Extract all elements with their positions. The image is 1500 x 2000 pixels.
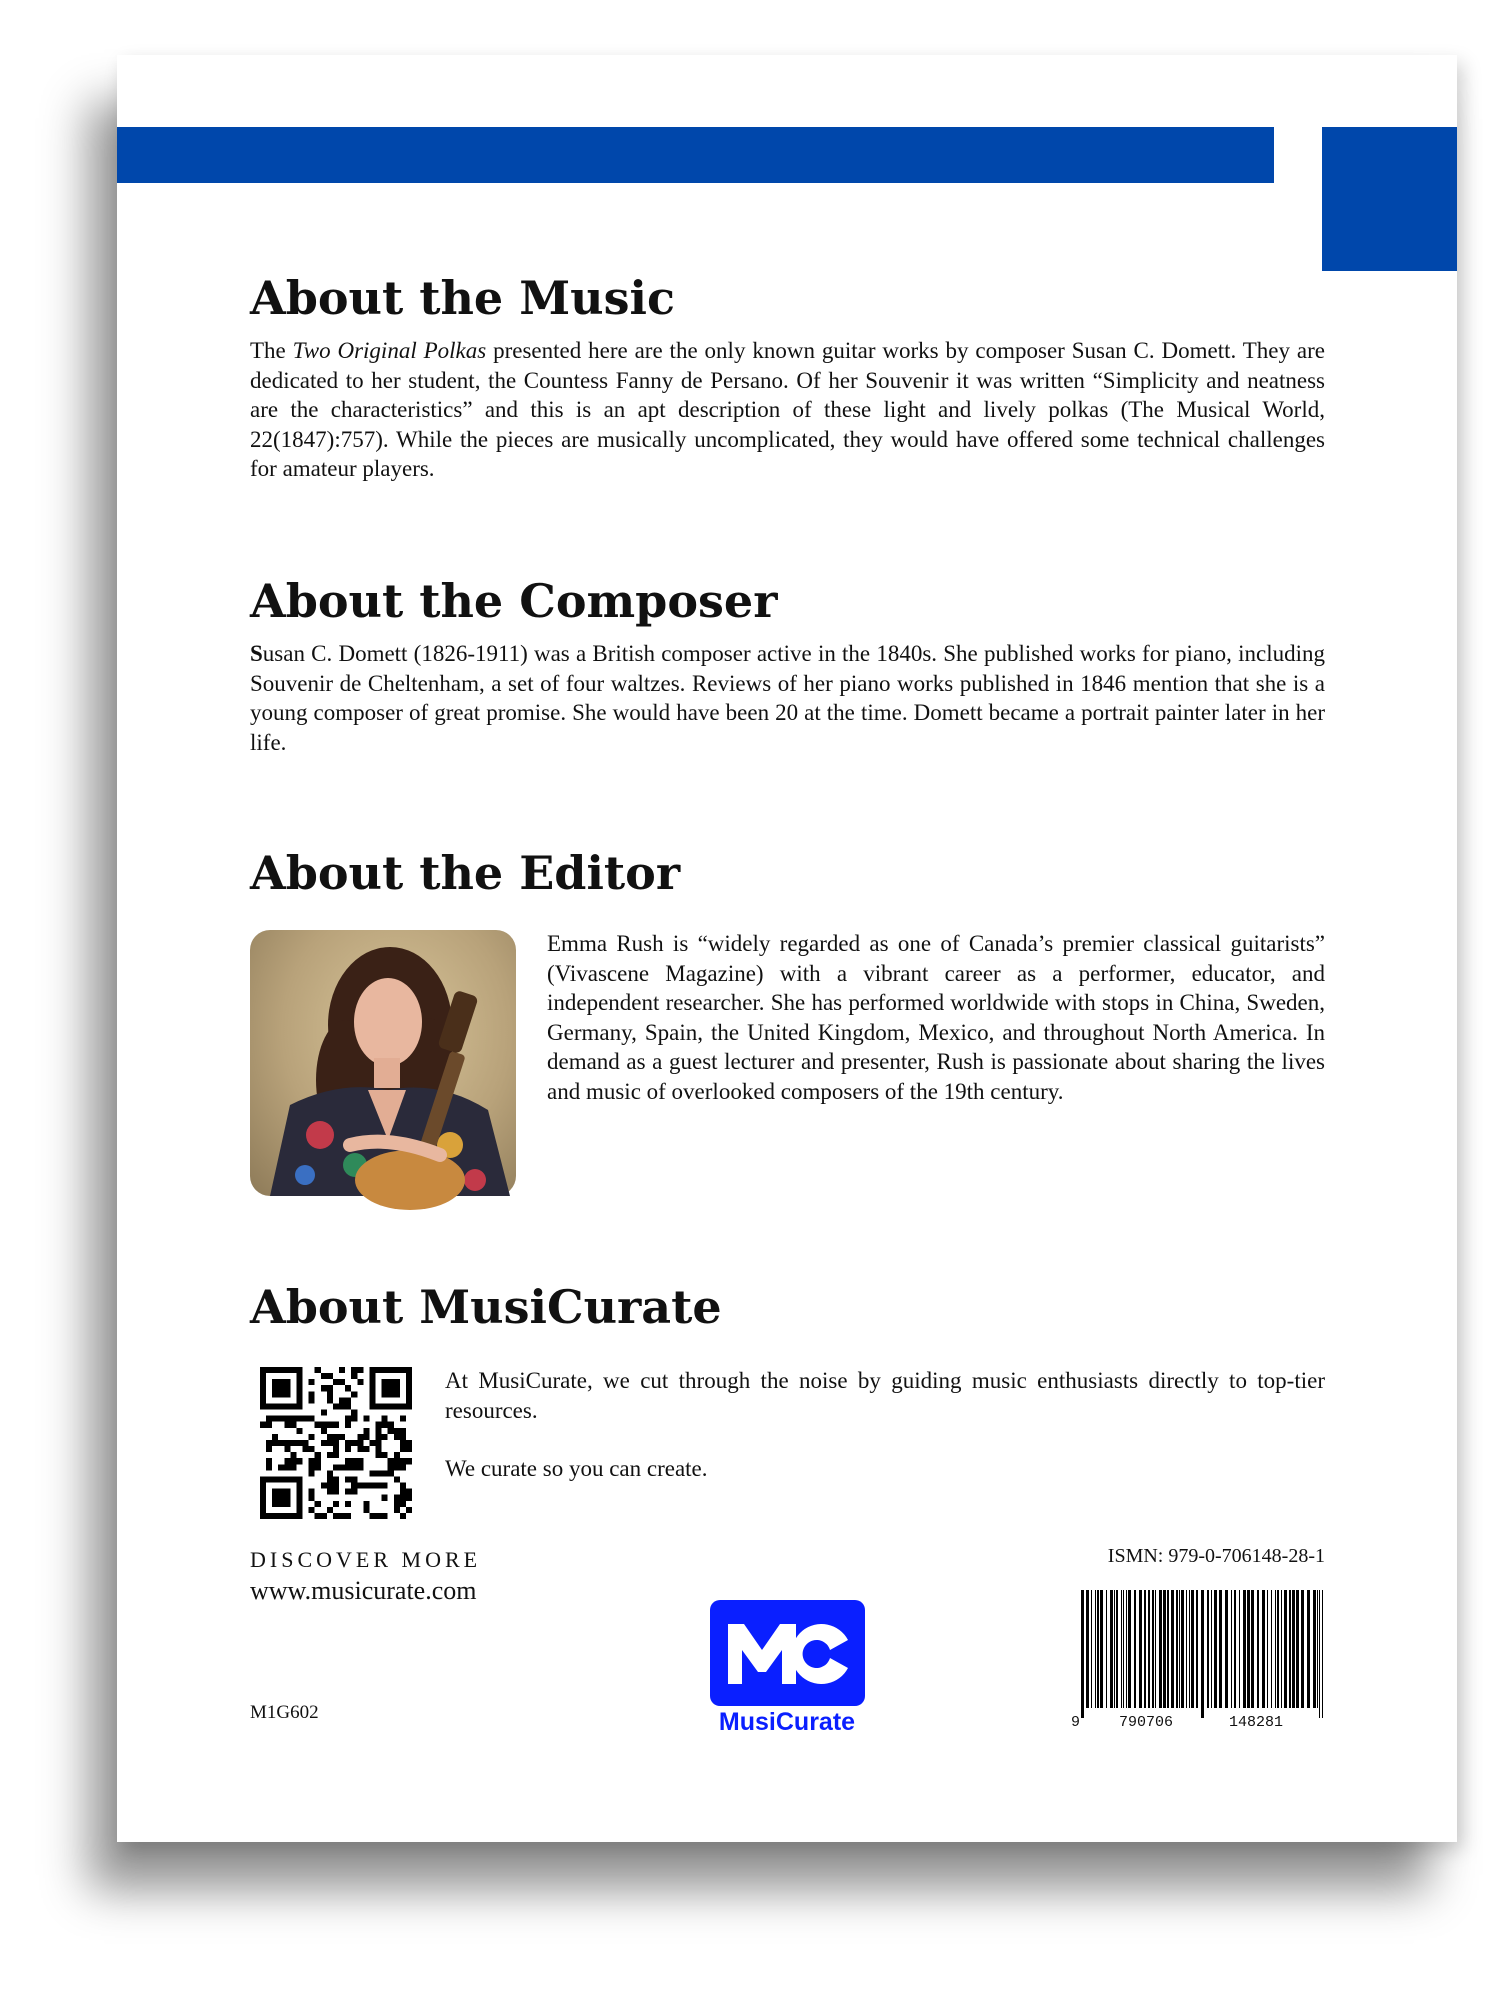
about-editor-heading: About the Editor xyxy=(250,846,681,900)
about-editor-text: Emma Rush is “widely regarded as one of Canada’s premier classical guitarists” (Vivascene Magazine) with a vibrant career as a performer, educator, and independent researcher. She has performed worldwide with stops in China, Sweden, Germany, Spain, the United Kingdom, Mexico, and throughout North America. In demand as a guest lecturer and presenter, Rush is passionate about sharing the lives and music of overlooked composers of the 19th century. xyxy=(547,931,1325,1104)
catalog-code: M1G602 xyxy=(250,1702,319,1723)
about-music-section xyxy=(250,270,1325,484)
about-editor-section xyxy=(250,845,1325,901)
about-editor-text-block xyxy=(547,929,1325,1106)
composer-dropcap: S xyxy=(250,641,263,666)
back-cover-page xyxy=(117,55,1457,1842)
musicurate-tagline: We curate so you can create. xyxy=(445,1456,708,1481)
mc-monogram-icon xyxy=(710,1600,865,1706)
top-blue-bar xyxy=(117,127,1274,183)
discover-more-label: DISCOVER MORE xyxy=(250,1547,482,1572)
barcode-digits-right: 148281 xyxy=(1229,1714,1284,1731)
barcode-bars xyxy=(1081,1590,1323,1718)
qr-code[interactable] xyxy=(260,1367,412,1519)
top-right-blue-square xyxy=(1322,127,1457,271)
musicurate-logo-icon xyxy=(710,1600,865,1706)
about-musicurate-section xyxy=(250,1279,1325,1335)
ismn-number: ISMN: 979-0-706148-28-1 xyxy=(1107,1545,1325,1567)
about-music-text-start: The xyxy=(250,338,293,363)
about-composer-heading: About the Composer xyxy=(250,574,778,628)
work-title: Two Original Polkas xyxy=(292,338,487,363)
barcode-digit-left: 9 xyxy=(1071,1714,1081,1731)
about-composer-section xyxy=(250,573,1325,757)
editor-photo xyxy=(250,930,516,1196)
about-music-text xyxy=(250,336,1325,484)
musicurate-logo-text: MusiCurate xyxy=(718,1708,856,1736)
about-music-heading: About the Music xyxy=(250,271,675,325)
about-composer-text-rest: usan C. Domett (1826-1911) was a British composer active in the 1840s. She published works for piano, including Souvenir de Cheltenham, a set of four waltzes. Reviews of her piano works published in 1846 mention that she is a young composer of great promise. She would have been 20 at the time. Domett became a portrait painter later in her life. xyxy=(250,641,1325,755)
musicurate-paragraph-1: At MusiCurate, we cut through the noise by guiding music enthusiasts directly to top-tier resources. xyxy=(445,1368,1325,1423)
about-composer-text xyxy=(250,639,1325,757)
barcode xyxy=(1071,1590,1325,1731)
barcode-digits-mid: 790706 xyxy=(1119,1714,1174,1731)
about-musicurate-heading: About MusiCurate xyxy=(250,1280,722,1334)
about-musicurate-text-block xyxy=(445,1366,1325,1484)
about-music-text-rest: presented here are the only known guitar works by composer Susan C. Domett. They are dedicated to her student, the Countess Fanny de Persano. Of her Souvenir it was written “Simplicity and neatness are the characteristics” and this is an apt description of these light and lively polkas (The Musical World, 22(1847):757). While the pieces are musically uncomplicated, they would have offered some technical challenges for amateur players. xyxy=(250,338,1325,481)
editor-portrait-illustration xyxy=(250,930,516,1196)
website-link[interactable]: www.musicurate.com xyxy=(250,1576,477,1605)
